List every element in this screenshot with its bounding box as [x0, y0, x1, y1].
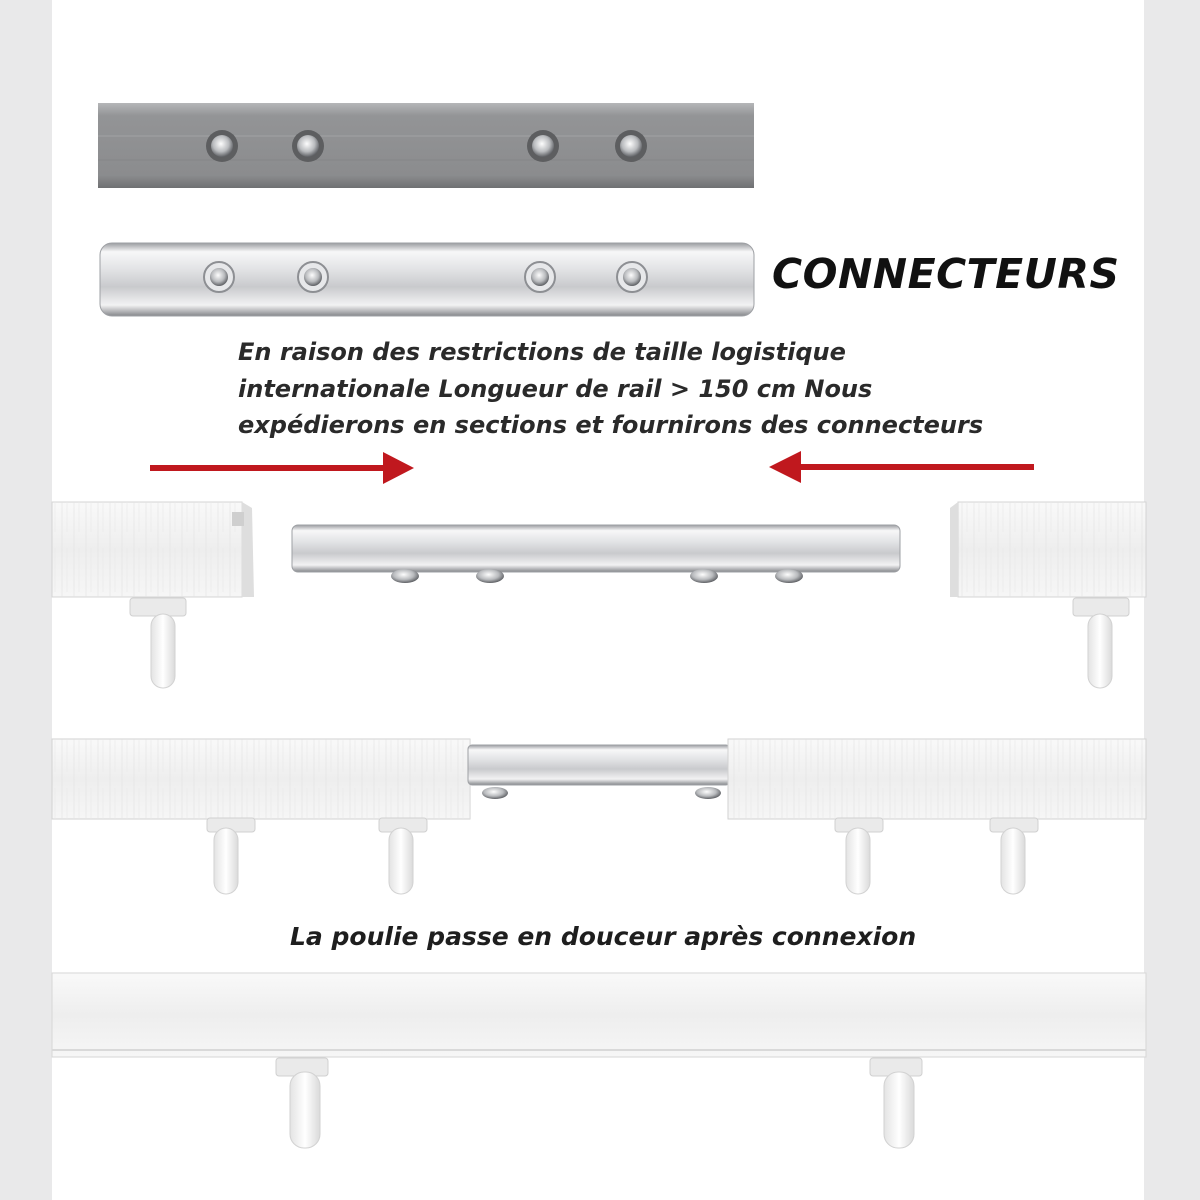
curtain-hook-icon [379, 818, 427, 894]
curtain-hook-icon [1073, 598, 1129, 688]
curtain-hook-icon [870, 1058, 922, 1148]
screw-icon [775, 569, 803, 583]
screw-icon [527, 130, 559, 162]
curtain-hook-icon [990, 818, 1038, 894]
shipping-notice [238, 334, 1058, 444]
rail-bottom [52, 973, 1146, 1057]
rail-section-right [950, 502, 1146, 597]
screw-icon [476, 569, 504, 583]
curtain-hook-icon [276, 1058, 328, 1148]
pulley-caption: La poulie passe en douceur après connexion [290, 922, 917, 951]
screw-icon [206, 130, 238, 162]
curtain-hook-icon [207, 818, 255, 894]
screw-icon [482, 787, 508, 799]
rail-assembled [52, 739, 1146, 819]
screw-icon [391, 569, 419, 583]
rail-section-left [52, 502, 254, 597]
screw-icon [204, 262, 234, 292]
screw-icon [615, 130, 647, 162]
screw-icon [525, 262, 555, 292]
arrow-left-icon [769, 451, 1034, 483]
curtain-hook-icon [130, 598, 186, 688]
notice-line: En raison des restrictions de taille logistique [238, 338, 846, 366]
notice-line: expédierons en sections et fournirons des connecteurs [238, 411, 984, 439]
screw-icon [690, 569, 718, 583]
notice-line: internationale Longueur de rail > 150 cm Nous [238, 374, 873, 403]
connector-bar-dark [98, 103, 754, 188]
screw-icon [695, 787, 721, 799]
screw-icon [617, 262, 647, 292]
arrow-right-icon [150, 452, 414, 484]
connector-inserted-exploded [292, 525, 900, 583]
screw-icon [292, 130, 324, 162]
connector-bar-chrome [100, 243, 754, 316]
page-title: CONNECTEURS [772, 250, 1120, 298]
screw-icon [298, 262, 328, 292]
curtain-hook-icon [835, 818, 883, 894]
